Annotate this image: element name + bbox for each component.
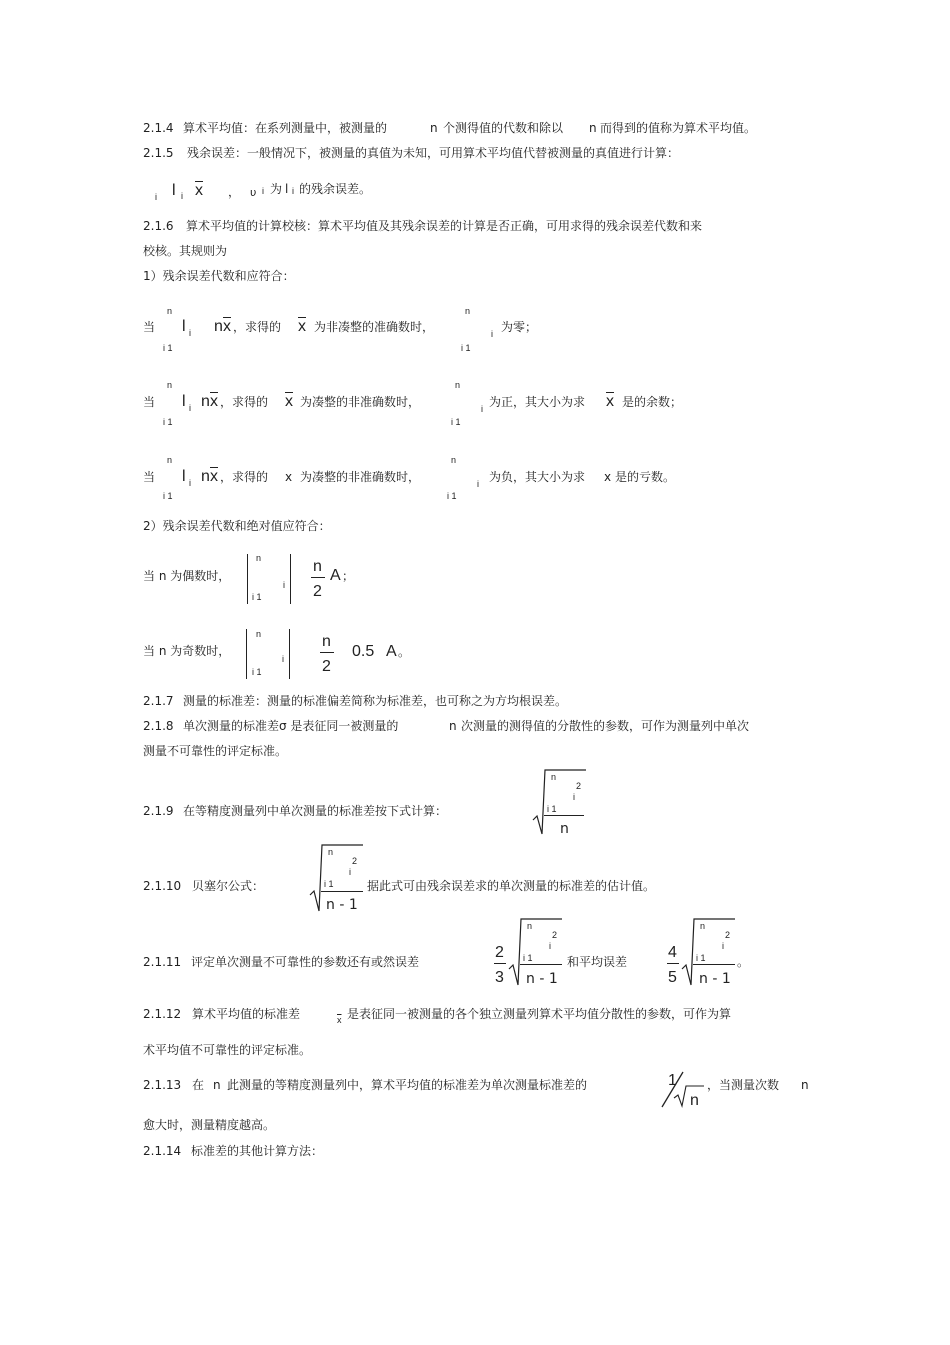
sum-lower: i 1 <box>163 491 173 501</box>
coef-denominator: 5 <box>668 969 677 986</box>
formula-const: 0.5 <box>352 643 375 660</box>
sum-upper: n <box>551 772 557 782</box>
sum-upper: n <box>256 629 262 639</box>
abs-bar-left <box>247 554 248 604</box>
paragraph-text: 愈大时，测量精度越高。 <box>143 1118 276 1132</box>
condition-label: 当 n 为偶数时， <box>143 569 231 583</box>
variable-n: n <box>449 719 457 733</box>
section-number: 2.1.14 <box>143 1144 182 1158</box>
formula-var: l <box>172 182 176 199</box>
abs-bar-left <box>246 629 247 679</box>
fraction-line <box>321 891 363 892</box>
paragraph-text: 残余误差：一般情况下，被测量的真值为未知，可用算术平均值代替被测量的真值进行计算： <box>187 146 680 160</box>
variable-n: n <box>213 1078 221 1092</box>
abs-bar-right <box>290 554 291 604</box>
condition-label: 当 n 为奇数时， <box>143 644 231 658</box>
formula-mean: $\overline{x}$ <box>195 182 203 199</box>
rule-heading: 2）残余误差代数和绝对值应符合： <box>143 519 331 533</box>
fraction-line <box>544 815 584 816</box>
formula-sub: i <box>722 941 724 951</box>
formula-sub: i <box>491 329 493 339</box>
formula-sub: i <box>189 478 191 488</box>
paragraph-text: 术平均值不可靠性的评定标准。 <box>143 1043 312 1057</box>
paragraph-text: 个测得值的代数和除以 <box>443 121 564 135</box>
paragraph-text: ，求得的 <box>220 395 269 409</box>
fraction-line <box>494 963 506 964</box>
fraction-numerator: n <box>313 558 322 575</box>
formula-var: x <box>285 470 293 484</box>
sum-upper: n <box>465 306 471 316</box>
sum-lower: i 1 <box>324 879 334 889</box>
paragraph-text: 为凑整的非准确数时， <box>300 395 421 409</box>
paragraph-text: 为非凑整的准确数时， <box>314 320 435 334</box>
paragraph-text: 是的余数； <box>622 395 683 409</box>
paragraph-text: 为凑整的非准确数时， <box>300 470 421 484</box>
sum-lower: i 1 <box>461 343 471 353</box>
variable-n: n <box>801 1078 809 1092</box>
formula-mean: $\overline{x}$ <box>210 393 218 410</box>
fraction-denominator: 2 <box>313 583 322 600</box>
paragraph-text: ，求得的 <box>220 470 269 484</box>
sum-lower: i 1 <box>163 417 173 427</box>
sum-lower: i 1 <box>252 667 262 677</box>
fraction-line <box>667 963 679 964</box>
paragraph-text: 为负，其大小为求 <box>489 470 586 484</box>
fraction-line <box>320 652 334 653</box>
paragraph-text: 是的亏数。 <box>615 470 676 484</box>
sum-upper: n <box>527 921 533 931</box>
formula-n: n <box>690 1092 699 1109</box>
paragraph-text: 为零； <box>501 320 538 334</box>
formula-var: x <box>604 470 612 484</box>
section-number: 2.1.11 <box>143 955 182 969</box>
formula-n: n <box>201 468 210 485</box>
formula-n: n <box>201 393 210 410</box>
sum-lower: i 1 <box>451 417 461 427</box>
paragraph-text: 单次测量的标准差σ 是表征同一被测量的 <box>183 719 399 733</box>
formula-sub: i <box>481 404 483 414</box>
fraction-denominator: n - 1 <box>526 971 558 987</box>
section-number: 2.1.12 <box>143 1007 182 1021</box>
sum-lower: i 1 <box>163 343 173 353</box>
formula-mean: $\overline{x}$ <box>298 318 306 335</box>
condition-label: 当 <box>143 320 156 334</box>
section-number: 2.1.6 <box>143 219 174 233</box>
formula-mean: $\overline{x}$ <box>606 393 614 410</box>
formula-sub: i <box>282 654 284 664</box>
condition-label: 当 <box>143 395 156 409</box>
slash-sqrt <box>660 1070 706 1110</box>
coef-numerator: 4 <box>668 944 677 961</box>
formula-mean: $\overline{x}$ <box>285 393 293 410</box>
formula-var: A <box>386 643 397 660</box>
paragraph-text: 次测量的测得值的分散性的参数，可作为测量列中单次 <box>461 719 750 733</box>
sum-upper: n <box>700 921 706 931</box>
formula-n: n <box>214 318 223 335</box>
fraction-numerator: n <box>322 633 331 650</box>
paragraph-text: 算术平均值的标准差 <box>192 1007 301 1021</box>
paragraph-text: 为正，其大小为求 <box>489 395 586 409</box>
formula-sub: i <box>189 328 191 338</box>
fraction-line <box>693 964 735 965</box>
section-number: 2.1.9 <box>143 804 174 818</box>
fraction-line <box>311 577 325 578</box>
formula-mean: $\overline{x}$ <box>210 468 218 485</box>
formula-var: l <box>182 393 186 410</box>
sum-lower: i 1 <box>523 953 533 963</box>
section-number: 2.1.8 <box>143 719 174 733</box>
paragraph-text: 和平均误差 <box>567 955 628 969</box>
variable-n: n <box>430 121 438 135</box>
fraction-denominator: n <box>560 821 569 837</box>
paragraph-text: 为 <box>270 182 283 196</box>
paragraph-text: 算术平均值的计算校核：算术平均值及其残余误差的计算是否正确，可用求得的残余误差代数和来 <box>186 219 703 233</box>
paragraph-text: 标准差的其他计算方法： <box>191 1144 324 1158</box>
sum-upper: n <box>167 455 173 465</box>
condition-label: 当 <box>143 470 156 484</box>
paragraph-text: 此测量的等精度测量列中，算术平均值的标准差为单次测量标准差的 <box>227 1078 588 1092</box>
paragraph-text: 测量不可靠性的评定标准。 <box>143 744 288 758</box>
paragraph-text: 在 <box>192 1078 205 1092</box>
fraction-denominator: n - 1 <box>326 897 358 913</box>
section-number: 2.1.4 <box>143 121 174 135</box>
formula-var: l <box>285 182 289 196</box>
paragraph-text: ，求得的 <box>233 320 282 334</box>
paragraph-text: 而得到的值称为算术平均值。 <box>600 121 757 135</box>
section-number: 2.1.5 <box>143 146 174 160</box>
coef-denominator: 3 <box>495 969 504 986</box>
formula-sub: i <box>477 479 479 489</box>
formula-sub: i <box>549 941 551 951</box>
paragraph-text: 算术平均值：在系列测量中，被测量的 <box>183 121 388 135</box>
formula-var: υ <box>250 186 257 199</box>
formula-mean: $\overline{x}$ <box>223 318 231 335</box>
section-number: 2.1.13 <box>143 1078 182 1092</box>
abs-bar-right <box>289 629 290 679</box>
formula-one: 1 <box>668 1072 677 1089</box>
punctuation: 。 <box>737 955 750 969</box>
superscript: 2 <box>552 930 558 940</box>
formula-sub: i <box>262 186 264 196</box>
formula-sub: i <box>349 867 351 877</box>
sum-lower: i 1 <box>447 491 457 501</box>
rule-heading: 1）残余误差代数和应符合： <box>143 269 295 283</box>
section-number: 2.1.10 <box>143 879 182 893</box>
paragraph-text: 校核。其规则为 <box>143 244 228 258</box>
formula-sub: i <box>155 192 157 202</box>
sum-upper: n <box>455 380 461 390</box>
superscript: 2 <box>725 930 731 940</box>
paragraph-text: 测量的标准差：测量的标准偏差简称为标准差，也可称之为方均根误差。 <box>183 694 568 708</box>
paragraph-text: 的残余误差。 <box>299 182 372 196</box>
formula-var: l <box>182 468 186 485</box>
paragraph-text: 评定单次测量不可靠性的参数还有或然误差 <box>191 955 420 969</box>
sum-lower: i 1 <box>696 953 706 963</box>
sum-lower: i 1 <box>547 804 557 814</box>
formula-sub: i <box>181 191 183 201</box>
punctuation: ； <box>342 569 355 583</box>
paragraph-text: 是表征同一被测量的各个独立测量列算术平均值分散性的参数，可作为算 <box>347 1007 732 1021</box>
sum-upper: n <box>328 847 334 857</box>
sum-upper: n <box>167 306 173 316</box>
fraction-denominator: 2 <box>322 658 331 675</box>
formula-sub: i <box>189 403 191 413</box>
paragraph-text: 据此式可由残余误差求的单次测量的标准差的估计值。 <box>367 879 656 893</box>
sum-upper: n <box>256 553 262 563</box>
superscript: 2 <box>352 856 358 866</box>
formula-var: l <box>182 318 186 335</box>
sum-upper: n <box>167 380 173 390</box>
formula-sub: i <box>292 186 294 196</box>
paragraph-text: ，当测量次数 <box>707 1078 780 1092</box>
formula-sub: $\overline{x}$ <box>337 1015 342 1025</box>
variable-n: n <box>589 121 597 135</box>
sum-lower: i 1 <box>252 592 262 602</box>
fraction-denominator: n - 1 <box>699 971 731 987</box>
formula-comma: ， <box>228 185 241 199</box>
coef-numerator: 2 <box>495 944 504 961</box>
formula-sub: i <box>573 792 575 802</box>
fraction-line <box>520 964 562 965</box>
sum-upper: n <box>451 455 457 465</box>
superscript: 2 <box>576 781 582 791</box>
formula-var: A <box>330 567 341 584</box>
punctuation: 。 <box>398 645 411 659</box>
paragraph-text: 在等精度测量列中单次测量的标准差按下式计算： <box>183 804 448 818</box>
section-number: 2.1.7 <box>143 694 174 708</box>
paragraph-text: 贝塞尔公式： <box>192 879 265 893</box>
formula-sub: i <box>283 580 285 590</box>
